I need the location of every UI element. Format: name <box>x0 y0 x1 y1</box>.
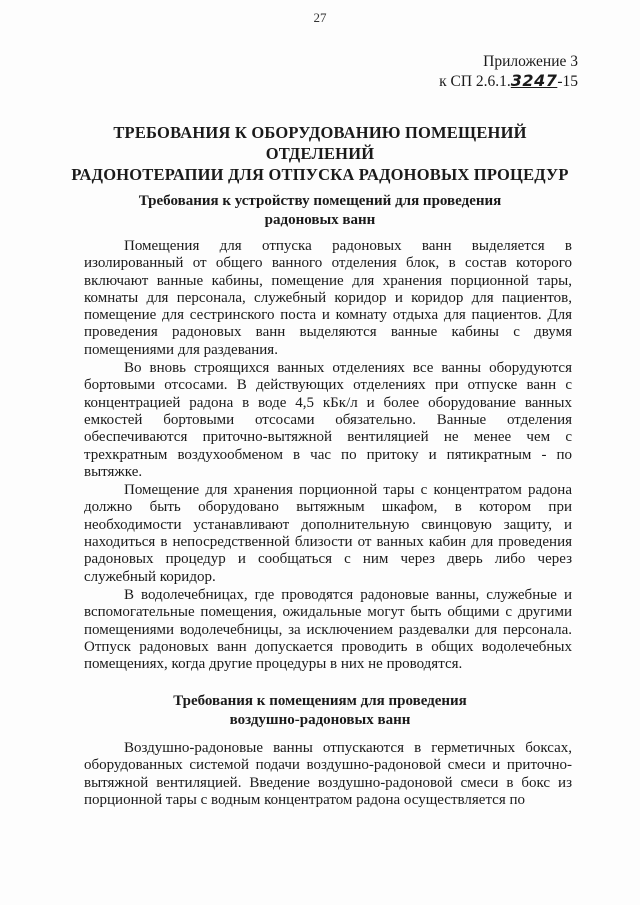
appendix-ref-suffix: -15 <box>557 73 578 90</box>
section-2-title <box>80 692 560 730</box>
appendix-document-ref <box>439 71 578 91</box>
section-2-body <box>84 740 572 809</box>
section-1-title-line-2: радоновых ванн <box>264 212 376 228</box>
appendix-number: Приложение 3 <box>483 53 578 70</box>
main-title-line-1: ТРЕБОВАНИЯ К ОБОРУДОВАНИЮ ПОМЕЩЕНИЙ ОТДЕЛЕНИЙ <box>113 123 527 163</box>
section-2-title-line-2: воздушно-радоновых ванн <box>229 712 411 728</box>
page-number: 27 <box>313 10 327 25</box>
main-title-line-2: РАДОНОТЕРАПИИ ДЛЯ ОТПУСКА РАДОНОВЫХ ПРОЦЕДУР <box>71 165 569 184</box>
section-1-paragraph: Помещение для хранения порционной тары с концентратом радона должно быть оборудовано вытяжным шкафом, в котором при необходимости устанавливают дополнительную свинцовую защиту, и находиться в непосредственной близости от ванных кабин для проведения радоновых процедур и сообщаться с ним через дверь либо через служебный коридор. <box>84 482 572 585</box>
section-1-paragraph: В водолечебницах, где проводятся радоновые ванны, служебные и вспомогательные помещения, ожидальные могут быть общими с другими помещениями водолечебницы, за исключением раздевалки для персонала. Отпуск радоновых ванн допускается проводить в общих водолечебных помещениях, когда другие процедуры в них не проводятся. <box>84 586 572 673</box>
section-1-title <box>80 192 560 230</box>
appendix-ref-handwritten-number: 3247 <box>510 71 558 90</box>
section-1-title-line-1: Требования к устройству помещений для проведения <box>138 193 502 209</box>
section-1-paragraph: Во вновь строящихся ванных отделениях все ванны оборудуются бортовыми отсосами. В действующих отделениях при отпуске ванн с концентрацией радона в воде 4,5 кБк/л и более оборудование ванных емкостей бортовыми отсосами обязательно. Ванные отделения обеспечиваются приточно-вытяжной вентиляцией не менее чем с трехкратным воздухообменом в час по притоку и пятикратным - по вытяжке. <box>84 360 572 480</box>
section-1-paragraph: Помещения для отпуска радоновых ванн выделяется в изолированный от общего ванного отделения блок, в состав которого включают ванные кабины, помещение для хранения порционной тары, комнаты для персонала, служебный коридор и коридор для пациентов, помещение для сестринского поста и комнату отдыха для пациентов. Для проведения радоновых ванн выделяются ванные кабины с двумя помещениями для раздевания. <box>84 238 572 358</box>
section-1-body <box>84 238 572 673</box>
section-2-title-line-1: Требования к помещениям для проведения <box>173 693 467 709</box>
main-title <box>60 122 580 185</box>
appendix-reference <box>439 52 578 91</box>
appendix-ref-prefix: к СП 2.6.1. <box>439 73 511 90</box>
section-2-paragraph: Воздушно-радоновые ванны отпускаются в герметичных боксах, оборудованных системой подачи воздушно-радоновой смеси и приточно-вытяжной вентиляцией. Введение воздушно-радоновой смеси в бокс из порционной тары с водным концентратом радона осуществляется по <box>84 740 572 808</box>
